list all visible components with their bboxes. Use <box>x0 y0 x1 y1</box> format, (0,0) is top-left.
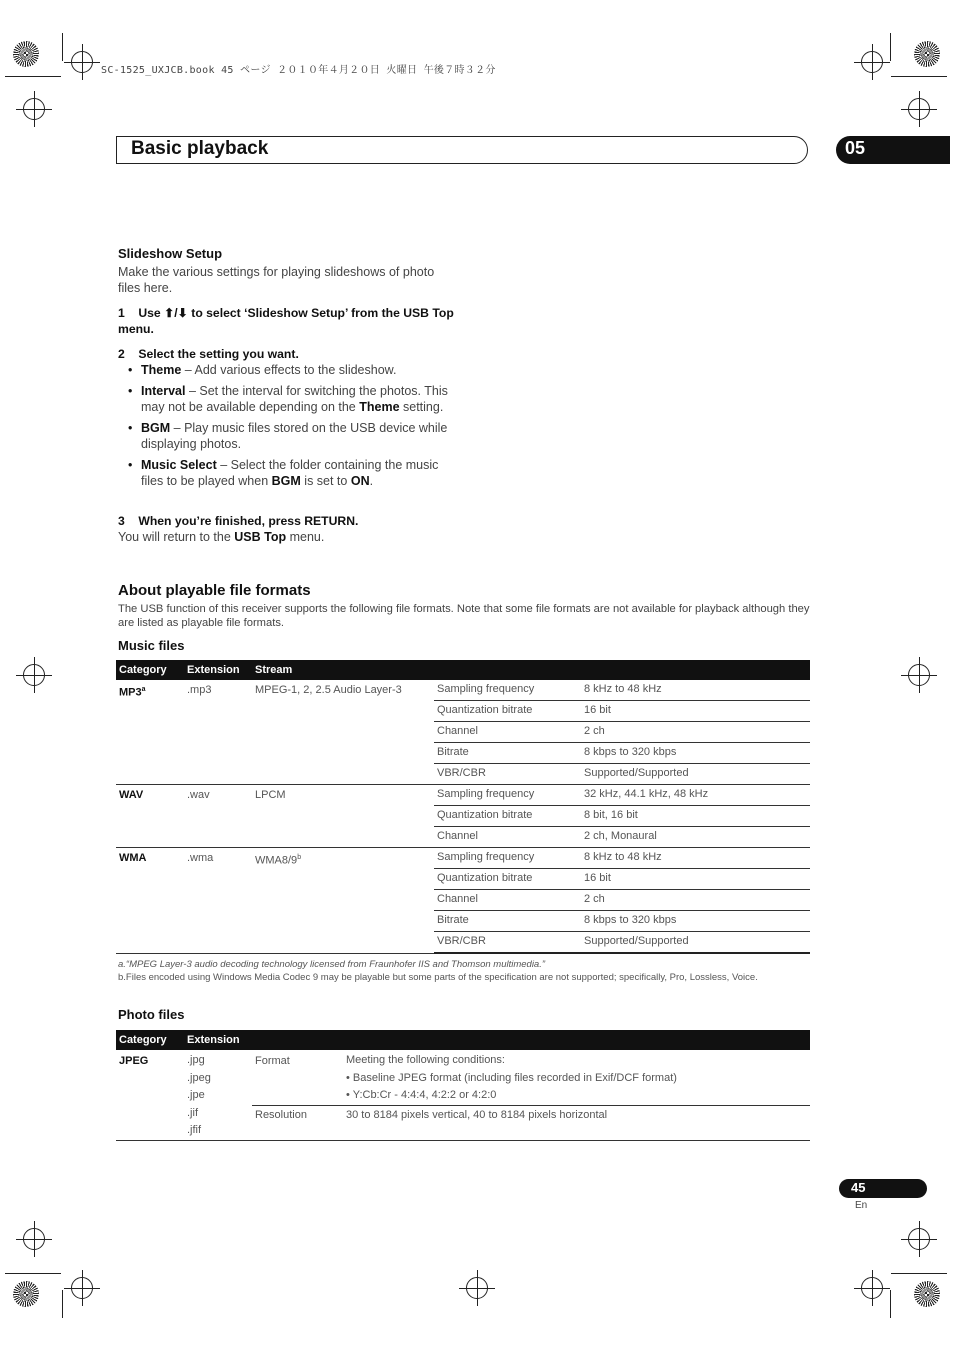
bullet-text: – Add various effects to the slideshow. <box>181 363 397 377</box>
extension-item: .jpg <box>187 1054 205 1066</box>
list-item <box>118 420 458 452</box>
spec-value: Supported/Supported <box>581 764 810 785</box>
format-bullet: • Baseline JPEG format (including files recorded in Exif/DCF format) <box>346 1071 677 1084</box>
crop-mark <box>890 1290 891 1318</box>
crosshair-mark <box>861 1277 883 1299</box>
format-value <box>343 1050 810 1105</box>
stream-cell <box>252 680 434 785</box>
col-header-blank <box>252 1030 343 1050</box>
term-interval: Interval <box>141 384 186 398</box>
table-header-row <box>116 660 810 680</box>
category-cell <box>116 848 184 954</box>
return-note <box>118 529 324 545</box>
category-cell <box>116 785 184 848</box>
spec-label: Quantization bitrate <box>434 869 581 890</box>
spec-label: VBR/CBR <box>434 932 581 954</box>
extension-cell-text: .wav <box>187 789 210 801</box>
spec-value: 8 bit, 16 bit <box>581 806 810 827</box>
slideshow-heading: Slideshow Setup <box>118 246 223 261</box>
extension-list <box>184 1050 252 1140</box>
resolution-value: 30 to 8184 pixels vertical, 40 to 8184 pixels horizontal <box>343 1105 810 1140</box>
crosshair-mark <box>23 664 45 686</box>
bullet-text: is set to <box>300 474 351 488</box>
crosshair-mark <box>71 1277 93 1299</box>
spec-value: 8 kbps to 320 kbps <box>581 743 810 764</box>
spec-value: 8 kHz to 48 kHz <box>581 680 810 701</box>
format-label: Format <box>252 1050 343 1105</box>
resolution-label: Resolution <box>252 1105 343 1140</box>
bullet-text: setting. <box>399 400 444 414</box>
list-item <box>118 362 458 378</box>
format-intro: Meeting the following conditions: <box>346 1054 505 1066</box>
crosshair-mark <box>71 51 93 73</box>
spec-label: Quantization bitrate <box>434 701 581 722</box>
category-cell-text: MP3 <box>119 686 142 699</box>
crosshair-mark <box>908 98 930 120</box>
term-theme: Theme <box>141 363 182 377</box>
spec-value: 16 bit <box>581 869 810 890</box>
crosshair-mark <box>23 1228 45 1250</box>
step-2 <box>118 346 299 362</box>
extension-item: .jif <box>187 1106 198 1119</box>
bullet-text: . <box>369 474 374 488</box>
spec-label: Sampling frequency <box>434 785 581 806</box>
spec-label: Bitrate <box>434 911 581 932</box>
term-music-select: Music Select <box>141 458 217 472</box>
crop-mark <box>62 33 63 61</box>
spec-label: Sampling frequency <box>434 848 581 869</box>
col-header-extension: Extension <box>184 660 252 680</box>
photo-files-heading: Photo files <box>118 1007 185 1022</box>
registration-sunburst-top-right <box>914 41 940 67</box>
crosshair-mark <box>861 51 883 73</box>
extension-cell <box>184 680 252 785</box>
crosshair-mark <box>908 664 930 686</box>
formats-heading: About playable file formats <box>118 582 311 599</box>
term-bgm: BGM <box>271 474 301 488</box>
extension-item: .jpeg <box>187 1071 211 1084</box>
chapter-title: Basic playback <box>131 138 269 159</box>
crop-mark <box>62 1290 63 1318</box>
crosshair-mark <box>466 1277 488 1299</box>
spec-value: 2 ch <box>581 722 810 743</box>
spec-label: VBR/CBR <box>434 764 581 785</box>
table-row <box>116 680 810 701</box>
footnote-marker: b <box>297 854 302 861</box>
spec-value: 8 kHz to 48 kHz <box>581 848 810 869</box>
spec-value: Supported/Supported <box>581 932 810 954</box>
col-header-blank <box>434 660 581 680</box>
category-cell: JPEG <box>116 1050 184 1140</box>
bullet-text: – Set the interval for switching the photos. This may not be available depending on the <box>141 384 448 414</box>
col-header-stream: Stream <box>252 660 434 680</box>
spec-label: Bitrate <box>434 743 581 764</box>
table-header-row <box>116 1030 810 1050</box>
step-3-number: 3 <box>118 514 125 528</box>
stream-cell-text: WMA8/9 <box>255 854 298 867</box>
spec-value: 2 ch, Monaural <box>581 827 810 848</box>
extension-cell <box>184 848 252 954</box>
page-number: 45 <box>839 1179 927 1198</box>
music-files-heading: Music files <box>118 638 185 653</box>
extension-cell <box>184 785 252 848</box>
crosshair-mark <box>908 1228 930 1250</box>
spec-value: 2 ch <box>581 890 810 911</box>
registration-sunburst-bottom-right <box>914 1281 940 1307</box>
category-cell <box>116 680 184 785</box>
term-on: ON <box>350 474 370 488</box>
return-note-text: menu. <box>286 530 325 544</box>
list-item <box>118 383 458 415</box>
step-3 <box>118 513 358 529</box>
extension-item: .jfif <box>187 1124 202 1136</box>
return-note-menu: USB Top <box>234 530 287 544</box>
step-3-text: When you’re finished, press RETURN. <box>138 514 359 528</box>
footnote-marker: a <box>141 686 146 693</box>
spec-label: Channel <box>434 827 581 848</box>
registration-sunburst-bottom-left <box>13 1281 39 1307</box>
crop-mark <box>5 1273 61 1274</box>
return-note-text: You will return to the <box>118 530 235 544</box>
spec-label: Channel <box>434 722 581 743</box>
step-2-number: 2 <box>118 347 125 361</box>
term-bgm: BGM <box>141 421 171 435</box>
extension-item: .jpe <box>187 1089 205 1101</box>
spec-label: Channel <box>434 890 581 911</box>
photo-files-table <box>116 1030 810 1141</box>
spec-value: 8 kbps to 320 kbps <box>581 911 810 932</box>
col-header-blank <box>581 660 810 680</box>
category-cell-text: WMA <box>119 852 147 864</box>
settings-list <box>118 362 458 494</box>
footnote-b: b.Files encoded using Windows Media Codec 9 may be playable but some parts of the specification are not supported; specifically, Pro, Lossless, Voice. <box>118 972 758 983</box>
table-row <box>116 1050 810 1105</box>
category-cell-text: WAV <box>119 789 144 801</box>
col-header-blank <box>343 1030 810 1050</box>
crosshair-mark <box>23 98 45 120</box>
spec-value: 16 bit <box>581 701 810 722</box>
extension-cell-text: .wma <box>187 852 214 864</box>
crop-mark <box>891 76 947 77</box>
stream-cell <box>252 848 434 954</box>
crop-mark <box>5 76 61 77</box>
col-header-extension: Extension <box>184 1030 252 1050</box>
col-header-category: Category <box>116 660 184 680</box>
col-header-category: Category <box>116 1030 184 1050</box>
crop-mark <box>890 33 891 61</box>
slideshow-intro: Make the various settings for playing slideshows of photo files here. <box>118 265 435 295</box>
term-theme: Theme <box>359 400 400 414</box>
chapter-number: 05 <box>836 136 950 164</box>
list-item <box>118 457 458 489</box>
language-code: En <box>855 1200 868 1211</box>
spec-label: Quantization bitrate <box>434 806 581 827</box>
bullet-text: – Select the folder containing the music files to be played when <box>141 458 439 488</box>
footnote-a: a.“MPEG Layer-3 audio decoding technology licensed from Fraunhofer IIS and Thomson multimedia.” <box>118 959 546 970</box>
formats-intro: The USB function of this receiver supports the following file formats. Note that some file formats are not available for playback although they are listed as playable file formats. <box>118 603 810 629</box>
music-files-table <box>116 660 810 954</box>
format-bullet: • Y:Cb:Cr - 4:4:4, 4:2:2 or 4:2:0 <box>346 1089 497 1101</box>
print-header: SC-1525_UXJCB.book 45 ページ ２０１０年４月２０日 火曜日 午後７時３２分 <box>101 65 496 76</box>
stream-cell-text: LPCM <box>255 789 286 801</box>
registration-sunburst-top-left <box>13 41 39 67</box>
step-1-number: 1 <box>118 306 125 320</box>
spec-value: 32 kHz, 44.1 kHz, 48 kHz <box>581 785 810 806</box>
step-2-text: Select the setting you want. <box>138 347 299 361</box>
step-1 <box>118 305 458 337</box>
stream-cell-text: MPEG-1, 2, 2.5 Audio Layer-3 <box>255 684 402 696</box>
table-row <box>116 848 810 869</box>
music-table-body <box>116 680 810 953</box>
extension-cell-text: .mp3 <box>187 684 212 696</box>
crop-mark <box>891 1273 947 1274</box>
bullet-text: – Play music files stored on the USB device while displaying photos. <box>141 421 448 451</box>
table-row <box>116 785 810 806</box>
spec-label: Sampling frequency <box>434 680 581 701</box>
stream-cell <box>252 785 434 848</box>
step-1-text: Use ⬆/⬇ to select ‘Slideshow Setup’ from the USB Top menu. <box>118 306 454 336</box>
